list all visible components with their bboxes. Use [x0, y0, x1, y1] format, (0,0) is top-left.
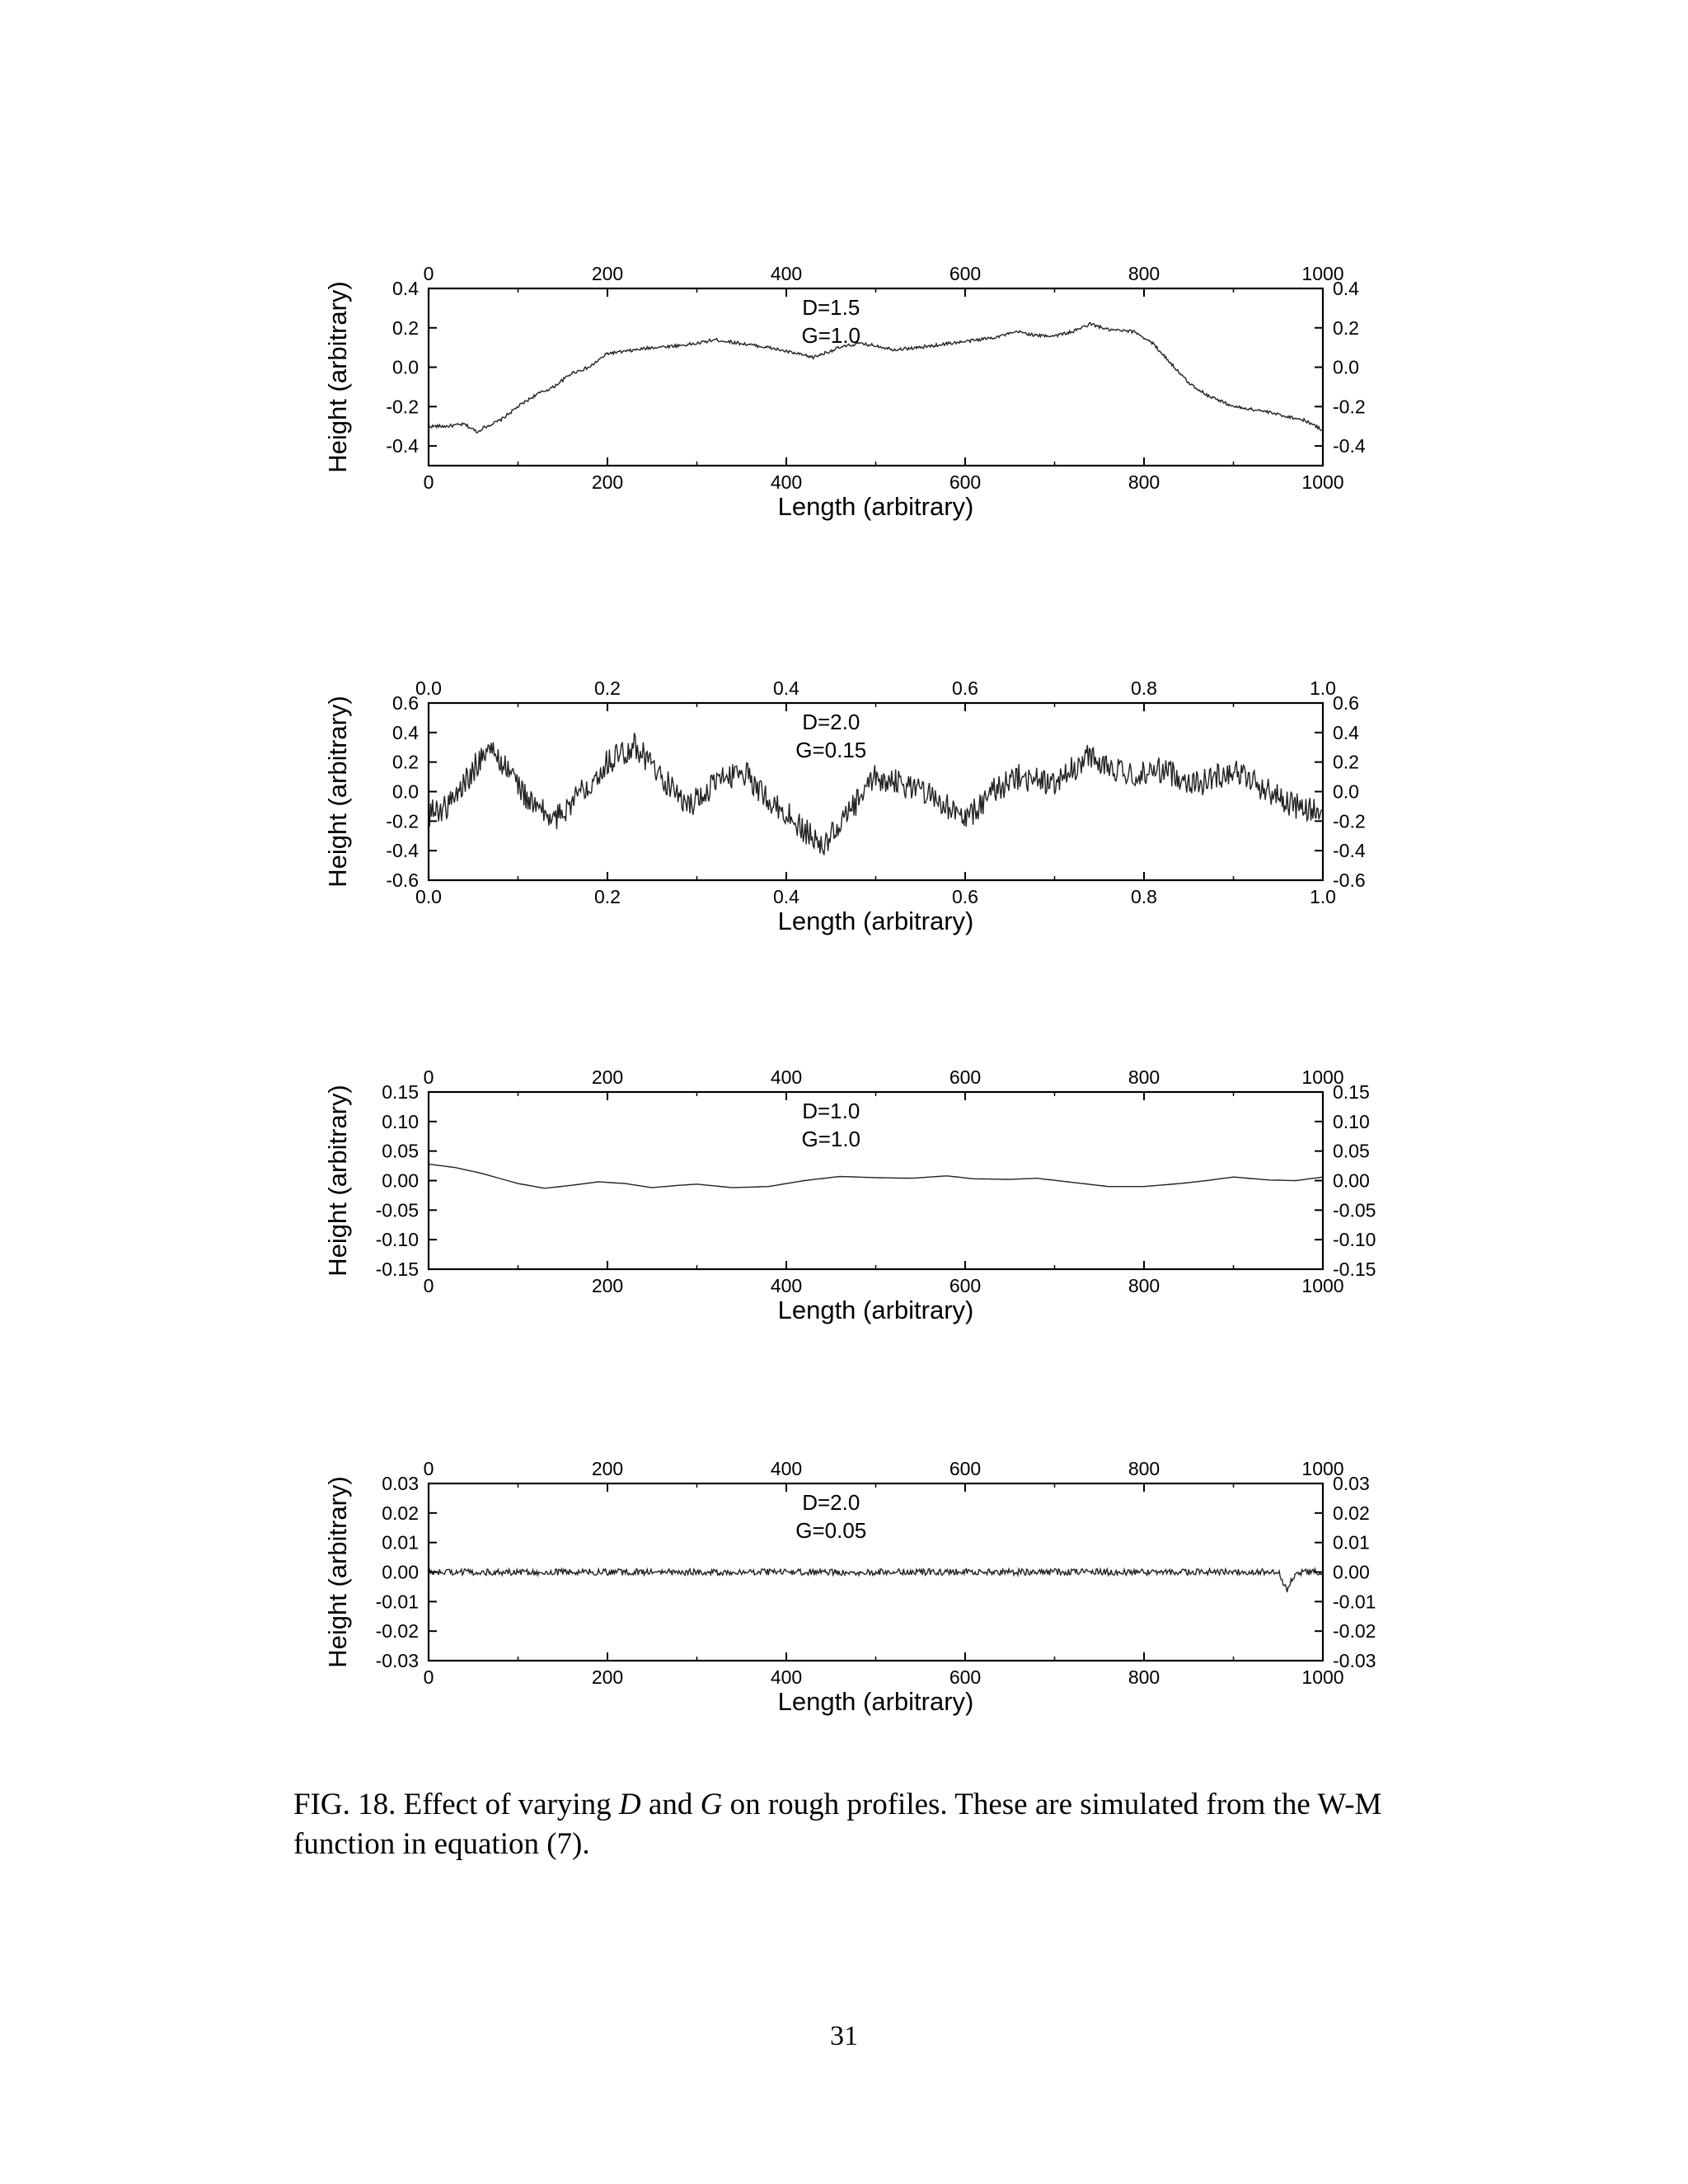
x-tick-label-bottom: 1000 — [1301, 1666, 1344, 1688]
parameter-annotation: G=0.05 — [795, 1518, 867, 1543]
x-tick-label-bottom: 600 — [949, 471, 982, 493]
x-tick-label-top: 600 — [949, 263, 982, 284]
y-tick-label-right: -0.6 — [1333, 869, 1366, 891]
y-tick-label-right: -0.10 — [1333, 1229, 1376, 1251]
figure-caption — [293, 1785, 1472, 1864]
y-tick-label-right: -0.2 — [1333, 810, 1366, 832]
y-tick-label-right: 0.2 — [1333, 316, 1359, 339]
y-tick-label-left: 0.05 — [382, 1140, 419, 1162]
y-tick-label-left: -0.01 — [375, 1591, 419, 1613]
chart-svg — [288, 662, 1366, 942]
y-tick-label-right: 0.0 — [1333, 780, 1359, 803]
x-axis-label: Length (arbitrary) — [777, 907, 974, 935]
y-tick-label-left: 0.6 — [392, 692, 419, 714]
x-tick-label-bottom: 0 — [423, 471, 434, 493]
x-tick-label-top: 200 — [591, 263, 624, 284]
x-tick-label-bottom: 1.0 — [1310, 886, 1336, 907]
y-tick-label-left: -0.2 — [386, 396, 419, 418]
x-tick-label-bottom: 0 — [423, 1275, 434, 1296]
y-tick-label-right: -0.02 — [1333, 1620, 1376, 1643]
x-tick-label-bottom: 400 — [770, 471, 803, 493]
y-tick-label-right: 0.4 — [1333, 278, 1359, 299]
y-tick-label-right: -0.01 — [1333, 1591, 1376, 1613]
x-tick-label-bottom: 800 — [1128, 1275, 1160, 1296]
plot-frame — [429, 288, 1323, 466]
x-tick-label-bottom: 600 — [949, 1666, 982, 1688]
caption-and: and — [640, 1788, 701, 1821]
y-tick-label-right: 0.15 — [1333, 1081, 1370, 1103]
y-tick-label-left: -0.03 — [375, 1650, 419, 1671]
y-tick-label-right: 0.01 — [1333, 1531, 1370, 1554]
x-tick-label-top: 0 — [423, 263, 434, 284]
x-tick-label-bottom: 0.4 — [773, 886, 799, 907]
x-tick-label-top: 600 — [949, 1066, 982, 1088]
y-tick-label-left: 0.02 — [382, 1502, 419, 1524]
y-tick-label-right: -0.2 — [1333, 396, 1366, 418]
y-tick-label-left: 0.00 — [382, 1561, 419, 1583]
x-tick-label-top: 200 — [591, 1458, 624, 1479]
x-tick-label-top: 600 — [949, 1458, 982, 1479]
x-axis-label: Length (arbitrary) — [777, 1296, 974, 1324]
caption-var-d: D — [618, 1788, 641, 1821]
x-tick-label-top: 0.6 — [952, 677, 978, 699]
x-tick-label-bottom: 1000 — [1301, 1275, 1344, 1296]
y-tick-label-right: -0.4 — [1333, 840, 1366, 862]
y-tick-label-right: -0.05 — [1333, 1199, 1376, 1221]
y-tick-label-left: 0.2 — [392, 316, 419, 339]
x-tick-label-bottom: 0 — [423, 1666, 434, 1688]
y-tick-label-right: -0.15 — [1333, 1258, 1376, 1280]
y-tick-label-left: 0.01 — [382, 1531, 419, 1554]
y-tick-label-right: 0.6 — [1333, 692, 1359, 714]
x-tick-label-bottom: 1000 — [1301, 471, 1344, 493]
x-tick-label-bottom: 0.6 — [952, 886, 978, 907]
x-tick-label-bottom: 0.2 — [594, 886, 621, 907]
page-number: 31 — [830, 2021, 858, 2051]
y-axis-label: Height (arbitrary) — [323, 281, 352, 473]
y-tick-label-left: 0.15 — [382, 1081, 419, 1103]
profile-chart-d20-g005 — [288, 1442, 1376, 1722]
x-tick-label-top: 0.2 — [594, 677, 621, 699]
profile-line — [429, 323, 1323, 433]
y-tick-label-right: 0.03 — [1333, 1473, 1370, 1494]
y-tick-label-left: 0.2 — [392, 751, 419, 773]
y-axis-label: Height (arbitrary) — [323, 1085, 352, 1277]
x-axis-label: Length (arbitrary) — [777, 492, 974, 521]
x-tick-label-top: 800 — [1128, 263, 1160, 284]
y-axis-label: Height (arbitrary) — [323, 696, 352, 888]
chart-svg — [288, 1442, 1376, 1722]
x-tick-label-top: 200 — [591, 1066, 624, 1088]
chart-svg — [288, 1051, 1376, 1331]
y-axis-label: Height (arbitrary) — [323, 1476, 352, 1668]
parameter-annotation: G=1.0 — [801, 1127, 861, 1151]
x-tick-label-bottom: 0.0 — [415, 886, 442, 907]
parameter-annotation: D=2.0 — [802, 1490, 860, 1515]
x-axis-label: Length (arbitrary) — [777, 1687, 974, 1716]
chart-svg — [288, 247, 1366, 527]
profile-line — [429, 1569, 1323, 1592]
y-tick-label-right: 0.4 — [1333, 721, 1359, 743]
x-tick-label-bottom: 0.8 — [1131, 886, 1157, 907]
y-tick-label-right: 0.2 — [1333, 751, 1359, 773]
x-tick-label-bottom: 200 — [591, 1275, 624, 1296]
y-tick-label-right: 0.00 — [1333, 1561, 1370, 1583]
caption-var-g: G — [700, 1788, 723, 1821]
caption-rest: on rough profiles. These are simulated from the W-M function in equation (7). — [293, 1788, 1382, 1861]
parameter-annotation: D=1.0 — [802, 1099, 860, 1123]
y-tick-label-left: -0.6 — [386, 869, 419, 891]
y-tick-label-left: -0.10 — [375, 1229, 419, 1251]
y-tick-label-left: 0.0 — [392, 356, 419, 378]
y-tick-label-right: 0.00 — [1333, 1169, 1370, 1192]
x-tick-label-top: 1000 — [1301, 263, 1344, 284]
plot-frame — [429, 1092, 1323, 1269]
parameter-annotation: G=1.0 — [801, 323, 861, 348]
x-tick-label-bottom: 200 — [591, 471, 624, 493]
x-tick-label-top: 0.8 — [1131, 677, 1157, 699]
x-tick-label-top: 1000 — [1301, 1066, 1344, 1088]
plot-frame — [429, 703, 1323, 880]
y-tick-label-right: 0.02 — [1333, 1502, 1370, 1524]
parameter-annotation: G=0.15 — [795, 738, 867, 762]
y-tick-label-left: 0.4 — [392, 721, 419, 743]
x-tick-label-bottom: 400 — [770, 1275, 803, 1296]
y-tick-label-left: -0.2 — [386, 810, 419, 832]
x-tick-label-top: 0.4 — [773, 677, 799, 699]
y-tick-label-left: -0.02 — [375, 1620, 419, 1643]
y-tick-label-right: -0.4 — [1333, 435, 1366, 457]
y-tick-label-left: 0.0 — [392, 780, 419, 803]
profile-line — [429, 1164, 1323, 1188]
y-tick-label-left: 0.00 — [382, 1169, 419, 1192]
x-tick-label-bottom: 600 — [949, 1275, 982, 1296]
x-tick-label-bottom: 400 — [770, 1666, 803, 1688]
y-tick-label-left: -0.4 — [386, 435, 419, 457]
profile-chart-d15 — [288, 247, 1366, 527]
y-tick-label-left: 0.03 — [382, 1473, 419, 1494]
y-tick-label-right: 0.10 — [1333, 1110, 1370, 1132]
x-tick-label-top: 0.0 — [415, 677, 442, 699]
x-tick-label-top: 400 — [770, 263, 803, 284]
y-tick-label-left: 0.10 — [382, 1110, 419, 1132]
x-tick-label-top: 0 — [423, 1066, 434, 1088]
caption-prefix: FIG. 18. Effect of varying — [293, 1788, 619, 1821]
profile-line — [429, 733, 1323, 855]
y-tick-label-left: -0.15 — [375, 1258, 419, 1280]
x-tick-label-top: 0 — [423, 1458, 434, 1479]
y-tick-label-left: 0.4 — [392, 278, 419, 299]
profile-chart-d10 — [288, 1051, 1376, 1331]
x-tick-label-bottom: 200 — [591, 1666, 624, 1688]
x-tick-label-top: 800 — [1128, 1066, 1160, 1088]
y-tick-label-left: -0.4 — [386, 840, 419, 862]
y-tick-label-right: 0.0 — [1333, 356, 1359, 378]
x-tick-label-top: 800 — [1128, 1458, 1160, 1479]
x-tick-label-top: 1000 — [1301, 1458, 1344, 1479]
x-tick-label-top: 400 — [770, 1066, 803, 1088]
y-tick-label-left: -0.05 — [375, 1199, 419, 1221]
parameter-annotation: D=1.5 — [802, 295, 860, 320]
x-tick-label-bottom: 800 — [1128, 471, 1160, 493]
y-tick-label-right: -0.03 — [1333, 1650, 1376, 1671]
y-tick-label-right: 0.05 — [1333, 1140, 1370, 1162]
x-tick-label-top: 400 — [770, 1458, 803, 1479]
x-tick-label-top: 1.0 — [1310, 677, 1336, 699]
x-tick-label-bottom: 800 — [1128, 1666, 1160, 1688]
parameter-annotation: D=2.0 — [802, 710, 860, 734]
profile-chart-d20-g015 — [288, 662, 1366, 942]
